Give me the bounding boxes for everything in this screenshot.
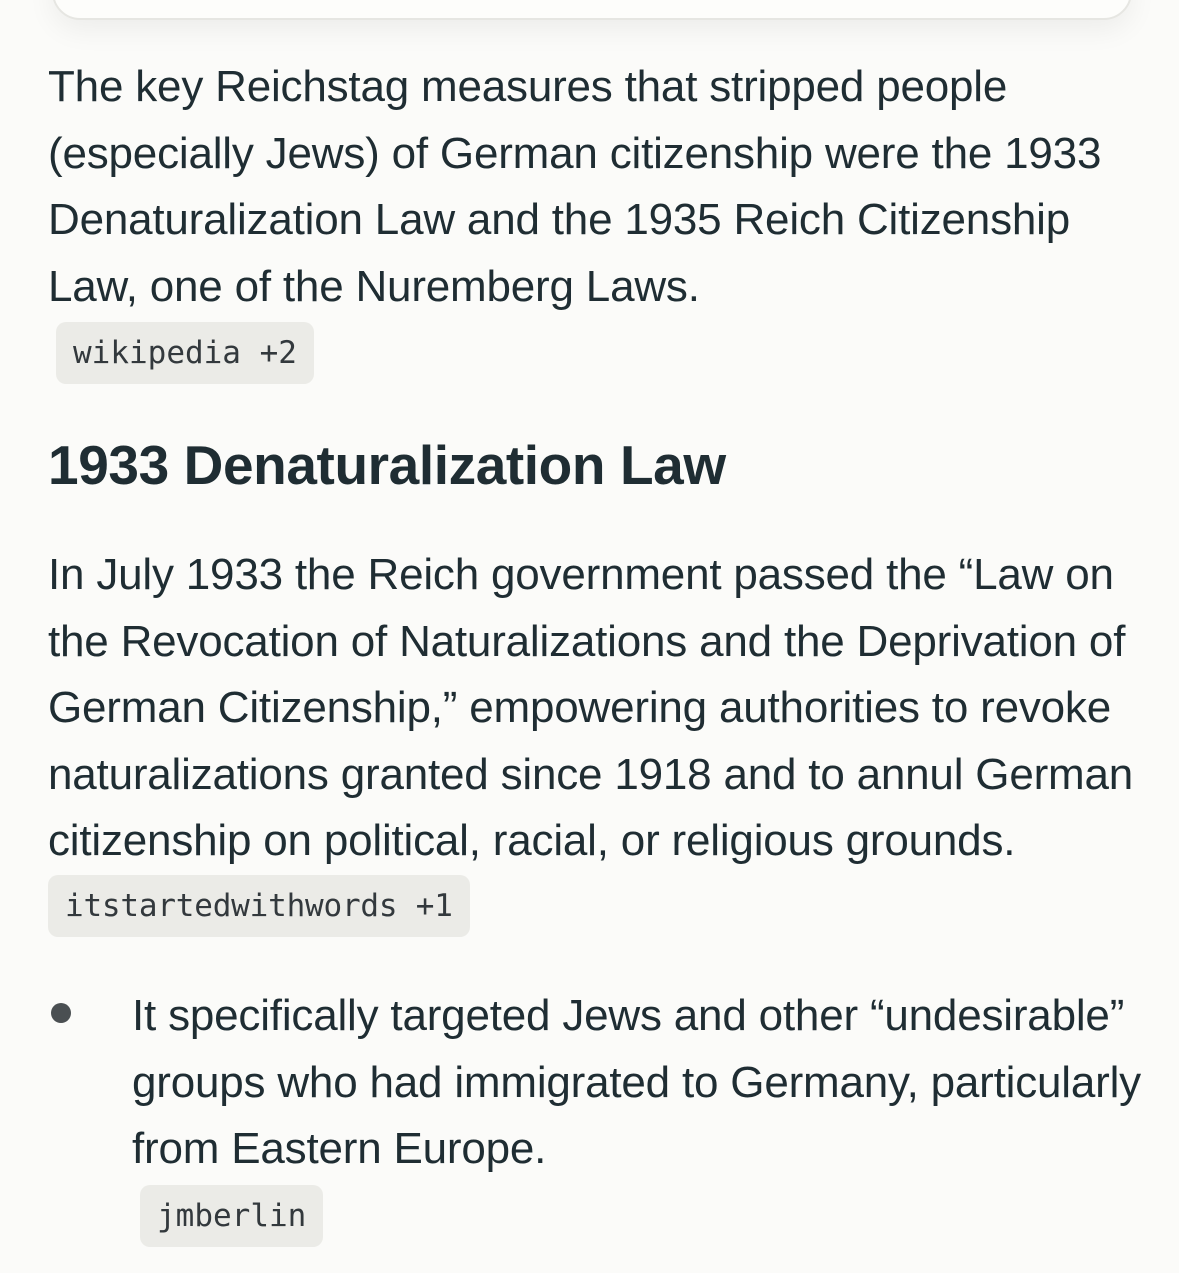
bullet-list xyxy=(48,983,1148,1251)
source-chip-wikipedia[interactable]: wikipedia +2 xyxy=(56,322,314,384)
section-paragraph xyxy=(48,542,1148,941)
bullet-source-row xyxy=(140,1189,1148,1251)
bullet-dot-icon xyxy=(51,1003,71,1023)
intro-paragraph xyxy=(48,54,1148,320)
previous-card xyxy=(52,0,1132,20)
source-chip-itstartedwithwords[interactable]: itstartedwithwords +1 xyxy=(48,875,470,937)
source-chip-jmberlin[interactable]: jmberlin xyxy=(140,1185,323,1247)
section-paragraph-text: In July 1933 the Reich government passed the “Law on the Revocation of Naturalizations and the Deprivation of German Citizenship,” empowering authorities to revoke naturalizations granted since 1918 and to annul German citizenship on political, racial, or religious grounds. xyxy=(48,550,1134,865)
section-heading: 1933 Denaturalization Law xyxy=(48,434,726,496)
bullet-text-paragraph xyxy=(132,983,1148,1183)
bullet-text: It specifically targeted Jews and other “undesirable” groups who had immigrated to Germany, particularly from Eastern Europe. xyxy=(132,991,1141,1173)
answer-content xyxy=(48,54,1148,1251)
intro-text: The key Reichstag measures that stripped people (especially Jews) of German citizenship were the 1933 Denaturalization Law and the 1935 Reich Citizenship Law, one of the Nuremberg Laws. xyxy=(48,62,1102,311)
intro-source-row xyxy=(56,326,1148,388)
list-item xyxy=(48,983,1148,1251)
